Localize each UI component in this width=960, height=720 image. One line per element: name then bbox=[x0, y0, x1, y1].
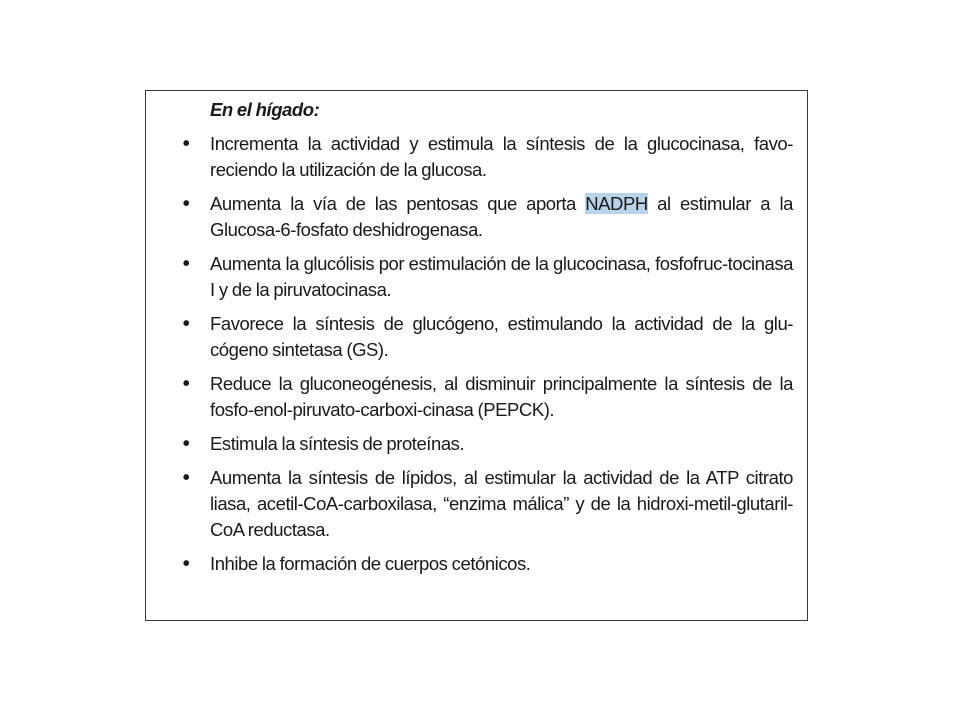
item-text: Incrementa la actividad y estimula la síntesis de la glucocinasa, favo-reciendo la utilización de la glucosa. bbox=[210, 133, 793, 180]
bullet-icon: • bbox=[182, 553, 190, 575]
list-item bbox=[182, 191, 793, 243]
list-item bbox=[182, 311, 793, 363]
list-item bbox=[182, 131, 793, 183]
bullet-icon: • bbox=[182, 467, 190, 489]
item-text: Inhibe la formación de cuerpos cetónicos. bbox=[210, 553, 531, 574]
item-text-after: al estimular a la Glucosa-6-fosfato deshidrogenasa. bbox=[210, 193, 793, 240]
item-text: Aumenta la glucólisis por estimulación de la glucocinasa, fosfofruc-tocinasa I y de la piruvatocinasa. bbox=[210, 253, 793, 300]
bullet-icon: • bbox=[182, 433, 190, 455]
bullet-icon: • bbox=[182, 313, 190, 335]
section-heading: En el hígado: bbox=[210, 99, 320, 120]
document-frame bbox=[145, 90, 808, 621]
item-text: Estimula la síntesis de proteínas. bbox=[210, 433, 465, 454]
item-text: Favorece la síntesis de glucógeno, estimulando la actividad de la glu-cógeno sintetasa (GS). bbox=[210, 313, 793, 360]
list-item bbox=[182, 251, 793, 303]
bullet-list bbox=[182, 131, 793, 577]
item-text-before: Aumenta la vía de las pentosas que aporta bbox=[210, 193, 586, 214]
list-item bbox=[182, 551, 793, 577]
bullet-icon: • bbox=[182, 253, 190, 275]
document-content bbox=[182, 97, 793, 585]
bullet-icon: • bbox=[182, 133, 190, 155]
item-text: Reduce la gluconeogénesis, al disminuir principalmente la síntesis de la fosfo-enol-piruvato-carboxi-cinasa (PEPCK). bbox=[210, 373, 793, 420]
item-text: Aumenta la síntesis de lípidos, al estimular la actividad de la ATP citrato liasa, acetil-CoA-carboxilasa, “enzima málica” y de la hidroxi-metil-glutaril-CoA reductasa. bbox=[210, 467, 793, 540]
highlighted-text: NADPH bbox=[585, 193, 648, 214]
list-item bbox=[182, 465, 793, 543]
list-item bbox=[182, 431, 793, 457]
bullet-icon: • bbox=[182, 373, 190, 395]
bullet-icon: • bbox=[182, 193, 190, 215]
list-item bbox=[182, 371, 793, 423]
